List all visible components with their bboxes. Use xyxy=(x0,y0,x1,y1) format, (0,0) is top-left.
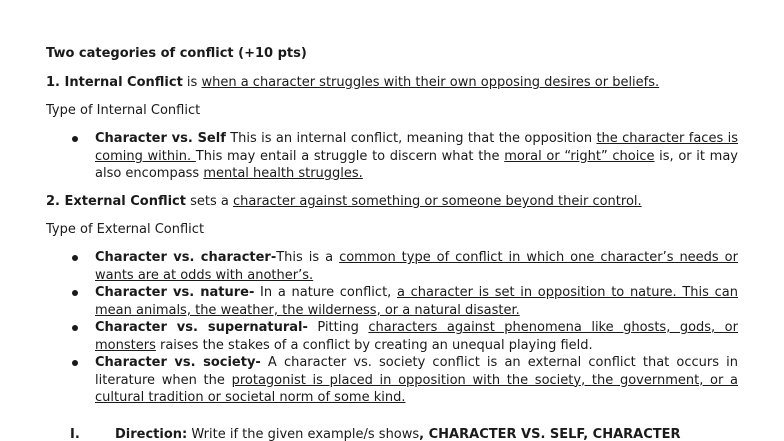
item-text: This is a xyxy=(276,250,340,265)
list-item xyxy=(0,249,738,284)
item-underlined-text: common type of conflict in which one character’s needs or wants are at odds with another’s. xyxy=(95,250,738,283)
list-item xyxy=(0,284,738,319)
item-term: Character vs. supernatural- xyxy=(95,320,308,335)
direction-label: Direction: xyxy=(115,427,188,441)
direction-options: , CHARACTER VS. SELF, CHARACTER xyxy=(419,427,681,441)
document-heading: Two categories of conflict (+10 pts) xyxy=(46,46,307,61)
item-underlined-text: protagonist is placed in opposition with the society, the government, or a cultural tradition or societal norm of some kind. xyxy=(95,372,738,405)
list-item xyxy=(0,354,738,407)
item-underlined-text: characters against phenomena like ghosts, gods, or monsters xyxy=(95,320,738,353)
item-text: This may entail a struggle to discern what the xyxy=(195,148,505,164)
item-underlined-text: the character faces is coming within. xyxy=(95,131,738,164)
external-conflict-connector: sets a xyxy=(185,194,233,209)
item-text: A character vs. society conflict is an external conflict that occurs in literature when the xyxy=(95,355,738,388)
item-text: is, or it may also encompass xyxy=(95,148,738,181)
external-conflict-text: character against something or someone beyond their control. xyxy=(232,194,642,209)
external-conflict-label: 2. External Conflict xyxy=(46,194,186,209)
item-text: raises the stakes of a conflict by creating an unequal playing field. xyxy=(155,337,593,353)
item-term: Character vs. nature- xyxy=(95,285,255,300)
bullet-icon xyxy=(72,290,78,296)
item-underlined-text: mental health struggles. xyxy=(203,166,363,181)
internal-conflict-definition xyxy=(46,74,659,92)
direction-body: Write if the given example/s shows xyxy=(187,427,420,441)
item-term: Character vs. society- xyxy=(95,355,261,370)
item-text: Pitting xyxy=(307,320,369,335)
internal-conflict-text: when a character struggles with their own opposing desires or beliefs. xyxy=(201,75,660,90)
item-text: This is an internal conflict, meaning that the opposition xyxy=(225,131,597,146)
external-conflict-list xyxy=(0,249,784,407)
item-underlined-text: moral or “right” choice xyxy=(504,148,655,164)
bullet-icon xyxy=(72,360,78,366)
internal-conflict-connector: is xyxy=(182,75,202,90)
item-text: In a nature conflict, xyxy=(254,285,397,300)
section-number: I. xyxy=(70,427,80,441)
item-term: Character vs. Self xyxy=(95,131,226,146)
list-item xyxy=(0,319,738,354)
direction-text xyxy=(115,426,681,441)
external-type-heading: Type of External Conflict xyxy=(46,222,205,237)
item-term: Character vs. character- xyxy=(95,250,277,265)
bullet-icon xyxy=(72,136,78,142)
bullet-icon xyxy=(72,255,78,261)
item-underlined-text: a character is set in opposition to nature. This can mean animals, the weather, the wilderness, or a natural disaster. xyxy=(95,285,738,318)
external-conflict-definition xyxy=(46,193,642,211)
internal-type-heading: Type of Internal Conflict xyxy=(46,103,201,118)
bullet-icon xyxy=(72,325,78,331)
internal-conflict-list xyxy=(0,130,784,183)
list-item xyxy=(0,130,738,183)
internal-conflict-label: 1. Internal Conflict xyxy=(46,75,183,90)
